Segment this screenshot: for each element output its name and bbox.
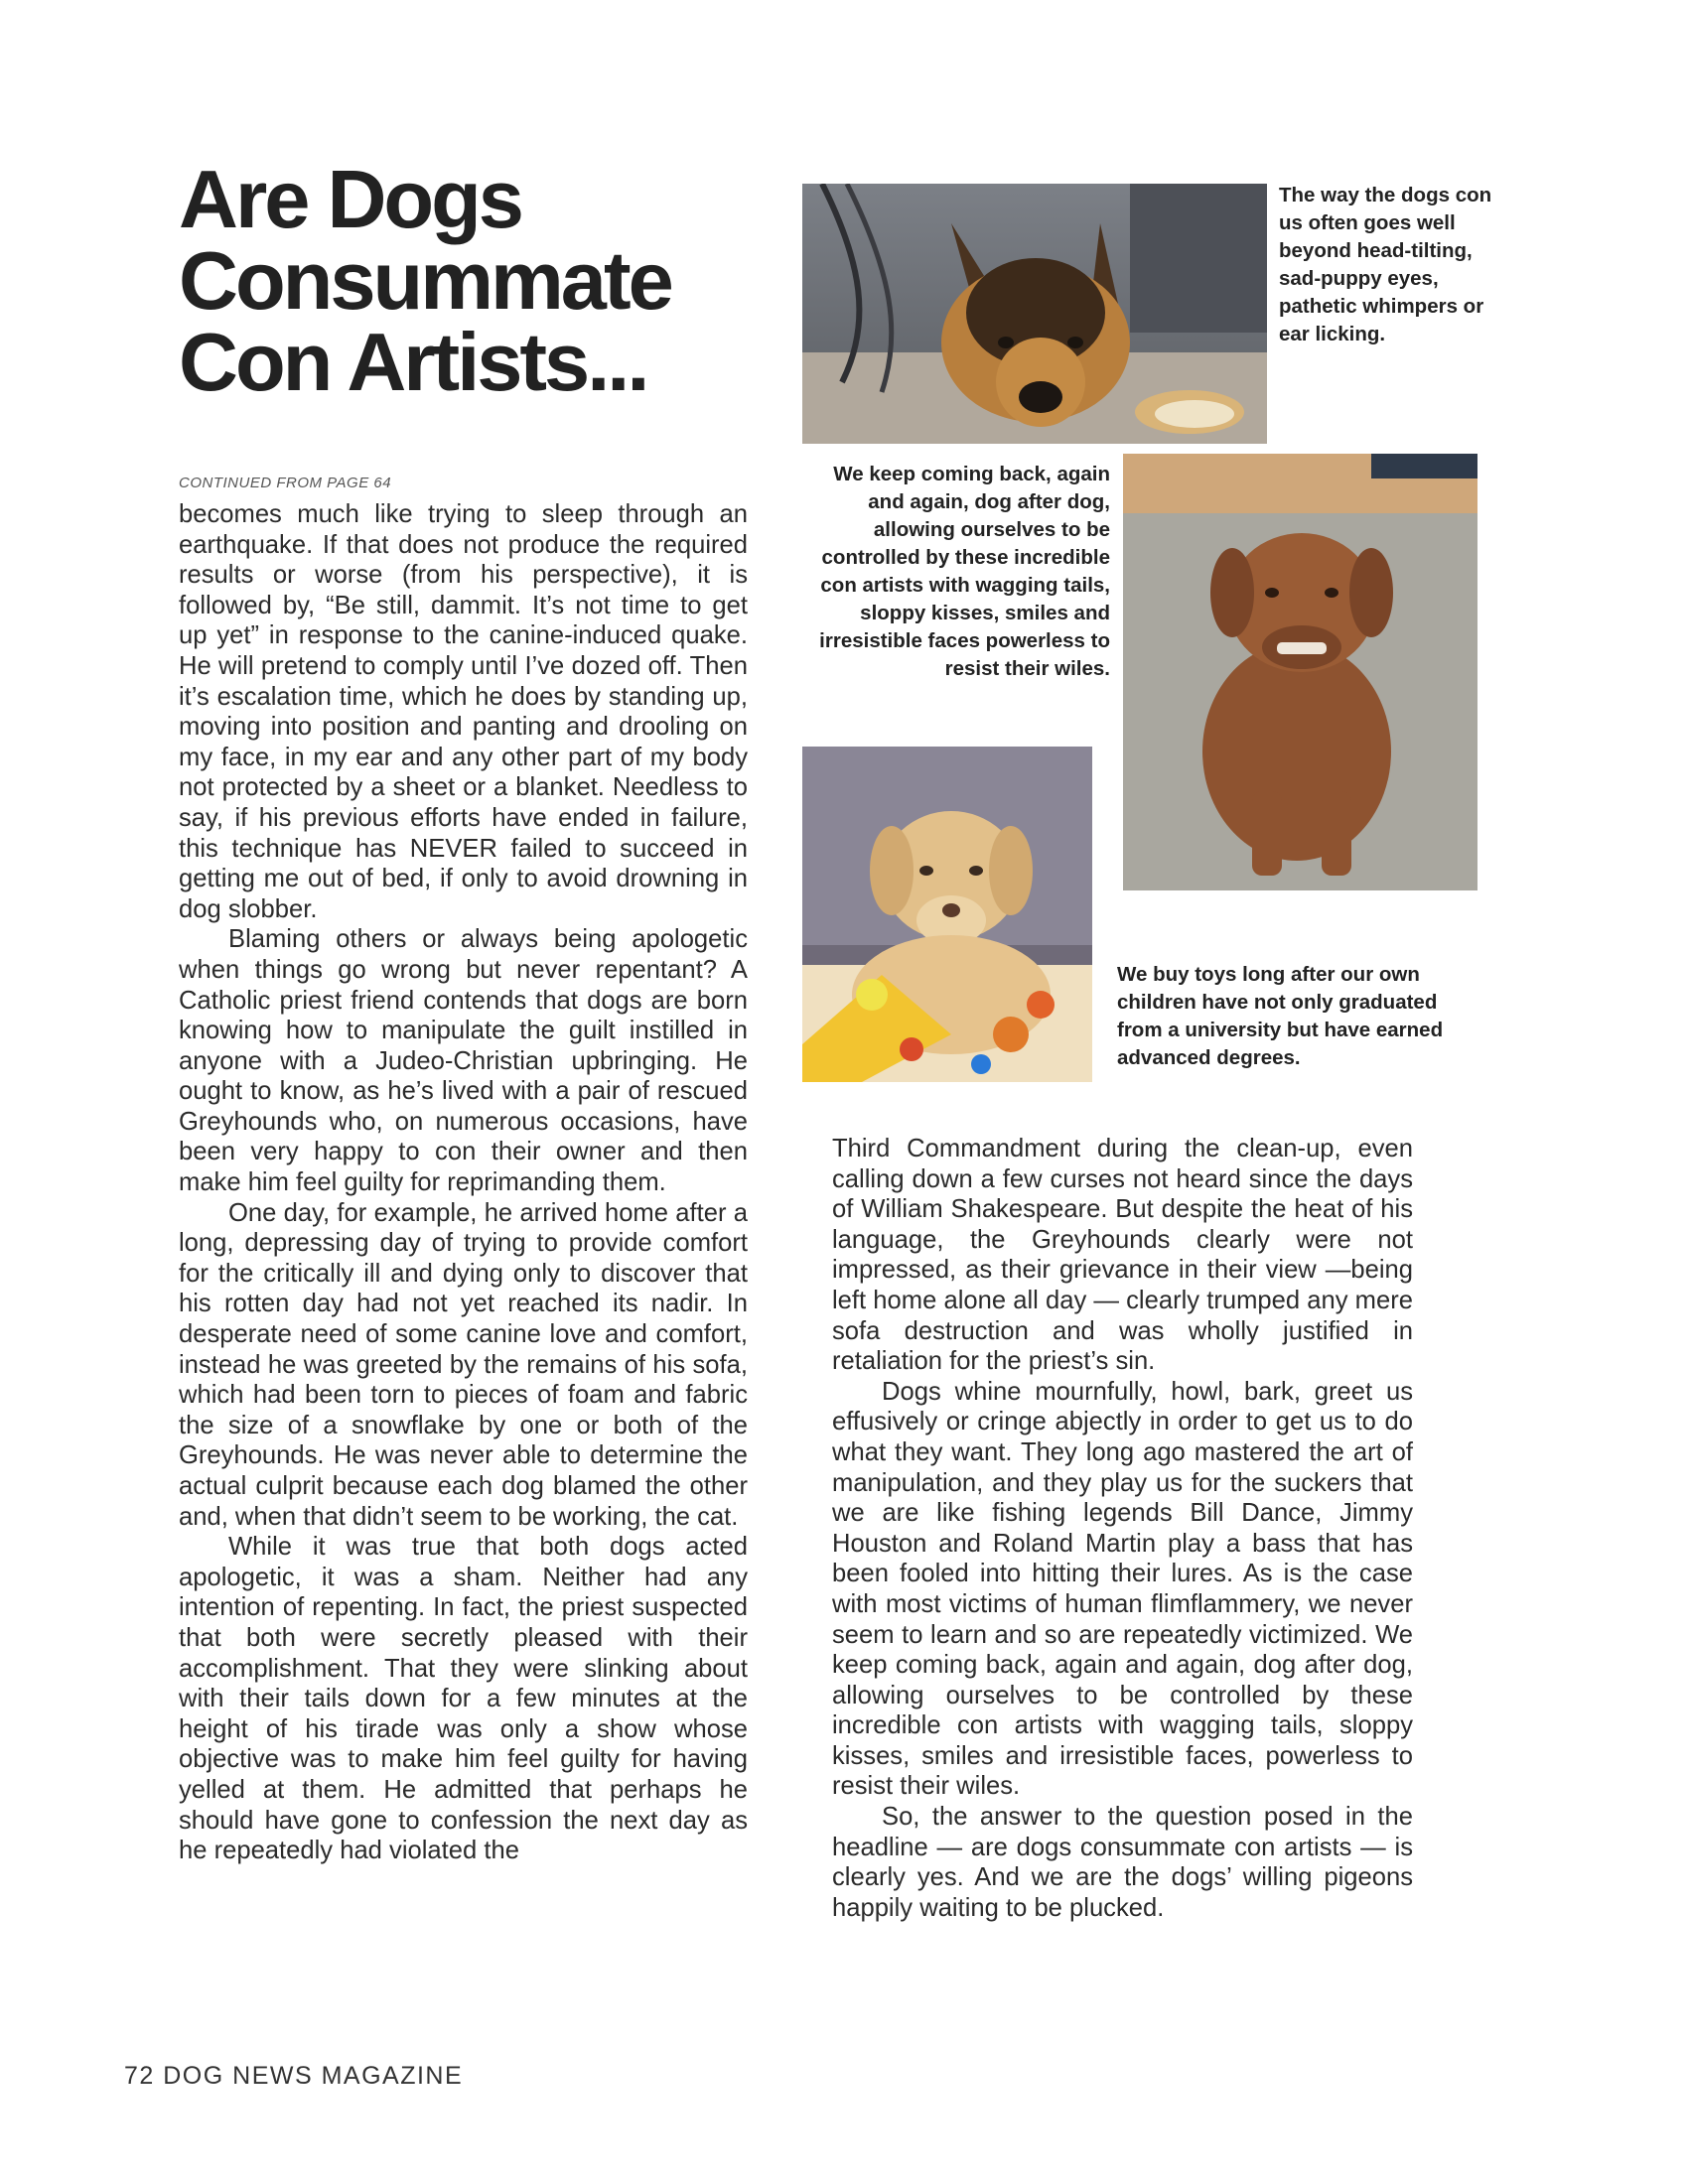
paragraph: Dogs whine mournfully, howl, bark, greet us effusively or cringe abjectly in order to get us to do what they want. They long ago mastered the art of manipulation, and they play us for the suckers that we are like fishing legends Bill Dance, Jimmy Houston and Roland Martin play a bass that has been fooled into hitting their lures. As is the case with most victims of human flimflammery, we never seem to learn and so are repeatedly victimized. We keep coming back, again and again, dog after dog, allowing ourselves to be controlled by these incredible con artists with wagging tails, sloppy kisses, smiles and irresistible faces, powerless to resist their wiles. [832, 1377, 1413, 1801]
article-column-right [832, 1134, 1413, 1923]
page-footer: 72 DOG NEWS MAGAZINE [124, 2062, 464, 2090]
puppy-photo [802, 747, 1092, 1082]
paragraph: Blaming others or always being apologetic when things go wrong but never repentant? A Catholic priest friend contends that dogs are born knowing how to manipulate the guilt instilled in anyone with a Judeo-Christian upbringing. He ought to know, as he’s lived with a pair of rescued Greyhounds who, on numerous occasions, have been very happy to con their owner and then make him feel guilty for reprimanding them. [179, 925, 748, 1197]
headline-line-2: Consummate [179, 234, 671, 327]
paragraph: So, the answer to the question posed in the headline — are dogs consummate con artists — is clearly yes. And we are the dogs’ willing pigeons happily waiting to be plucked. [832, 1803, 1413, 1922]
headline-line-1: Are Dogs [179, 153, 521, 245]
headline-line-3: Con Artists... [179, 316, 647, 408]
continued-from-note: CONTINUED FROM PAGE 64 [179, 475, 392, 491]
caption-shepherd: The way the dogs con us often goes well beyond head-tilting, sad-puppy eyes, pathetic whimpers or ear licking. [1279, 184, 1492, 345]
article-column-left [179, 499, 748, 1866]
german-shepherd-photo [802, 184, 1267, 444]
caption-brown-dog: We keep coming back, again and again, dog after dog, allowing ourselves to be controlled by these incredible con artists with wagging tails, sloppy kisses, smiles and irresistible faces powerless to resist their wiles. [819, 463, 1110, 680]
caption-puppy: We buy toys long after our own children have not only graduated from a university but have earned advanced degrees. [1117, 963, 1444, 1069]
paragraph: One day, for example, he arrived home after a long, depressing day of trying to provide comfort for the critically ill and dying only to discover that his rotten day had not yet reached its nadir. In desperate need of some canine love and comfort, instead he was greeted by the remains of his sofa, which had been torn to pieces of foam and fabric the size of a snowflake by one or both of the Greyhounds. He was never able to determine the actual culprit because each dog blamed the other and, when that didn’t seem to be working, the cat. [179, 1198, 748, 1531]
paragraph: While it was true that both dogs acted apologetic, it was a sham. Neither had any intention of repenting. In fact, the priest suspected that both were secretly pleased with their accomplishment. That they were slinking about with their tails down for a few minutes at the height of his tirade was only a show whose objective was to make him feel guilty for having yelled at them. He admitted that perhaps he should have gone to confession the next day as he repeatedly had violated the [179, 1533, 748, 1865]
brown-dog-photo [1123, 454, 1477, 890]
headline [179, 153, 755, 408]
paragraph: Third Commandment during the clean-up, even calling down a few curses not heard since the days of William Shakespeare. But despite the heat of his language, the Greyhounds clearly were not impressed, as their grievance in their view —being left home alone all day — clearly trumped any mere sofa destruction and was wholly justified in retaliation for the priest’s sin. [832, 1135, 1413, 1376]
paragraph: becomes much like trying to sleep through an earthquake. If that does not produce the required results or worse (from his perspective), it is followed by, “Be still, dammit. It’s not time to get up yet” in response to the canine-induced quake. He will pretend to comply until I’ve dozed off. Then it’s escalation time, which he does by standing up, moving into position and panting and drooling on my face, in my ear and any other part of my body not protected by a sheet or a blanket. Needless to say, if his previous efforts have ended in failure, this technique has NEVER failed to succeed in getting me out of bed, if only to avoid drowning in dog slobber. [179, 500, 748, 923]
